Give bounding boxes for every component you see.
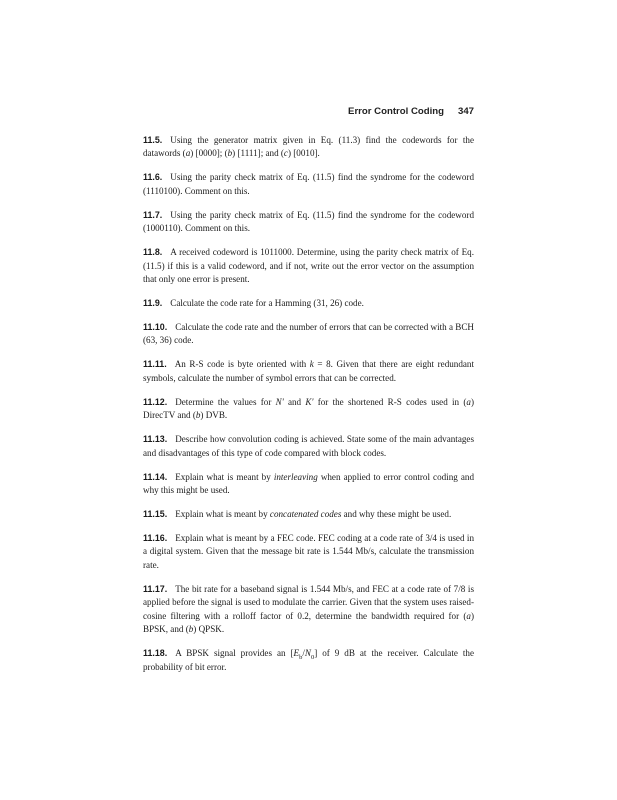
problem-number: 11.15. [143,509,168,520]
problem-11-14 [143,471,474,498]
problem-11-13 [143,433,474,460]
problem-text: A BPSK signal provides an $[E_b/N_0]$ of 9 dB at the receiver. Calculate the probability of bit error. [143,648,474,672]
problem-11-16 [143,532,474,572]
problem-number: 11.13. [143,434,168,445]
problem-number: 11.17. [143,583,168,594]
problem-number: 11.7. [143,209,163,220]
problem-text: Explain what is meant by concatenated codes and why these might be used. [175,509,452,520]
problem-11-11 [143,358,474,385]
problem-number: 11.12. [143,396,168,407]
problem-number: 11.16. [143,533,168,544]
problem-text: Explain what is meant by a FEC code. FEC coding at a code rate of 3/4 is used in a digital system. Given that the message bit rate is 1.544 Mb/s, calculate the transmission rate. [143,533,474,570]
problem-number: 11.11. [143,359,167,370]
problem-number: 11.10. [143,322,168,333]
problem-11-17 [143,583,474,637]
problem-11-18 [143,647,474,674]
problem-list [143,134,474,685]
problem-11-8 [143,246,474,286]
problem-text: An R-S code is byte oriented with k = 8. Given that there are eight redundant symbols, calculate the number of symbol errors that can be corrected. [143,359,474,383]
problem-11-10 [143,321,474,348]
running-head [348,106,474,117]
problem-11-6 [143,171,474,198]
problem-number: 11.5. [143,135,163,145]
problem-number: 11.6. [143,172,163,183]
problem-text: Using the parity check matrix of Eq. (11.5) find the syndrome for the codeword (1110100). Comment on this. [143,172,474,196]
problem-text: Explain what is meant by interleaving when applied to error control coding and why this might be used. [143,471,474,496]
problem-11-15 [143,508,474,521]
problem-11-9 [143,297,474,310]
problem-number: 11.14. [143,471,168,482]
problem-text: Calculate the code rate for a Hamming (31, 26) code. [170,298,364,309]
problem-text: Using the generator matrix given in Eq. (11.3) find the codewords for the datawords (a) [0000]; (b) [1111]; and (c) [0010]. [143,135,474,159]
problem-text: The bit rate for a baseband signal is 1.544 Mb/s, and FEC at a code rate of 7/8 is applied before the signal is used to modulate the carrier. Given that the system uses raised-cosine filtering with a rolloff factor of 0.2, determine the bandwidth required for (a) BPSK, and (b) QPSK. [143,583,474,635]
page-number: 347 [457,106,474,117]
problem-text: Determine the values for N' and K' for the shortened R-S codes used in (a) DirecTV and (b) DVB. [143,396,474,421]
problem-number: 11.9. [143,298,163,309]
problem-number: 11.18. [143,648,168,659]
problem-11-7 [143,209,474,236]
problem-text: Describe how convolution coding is achieved. State some of the main advantages and disadvantages of this type of code compared with block codes. [143,434,474,458]
problem-number: 11.8. [143,247,163,258]
problem-text: Using the parity check matrix of Eq. (11.5) find the syndrome for the codeword (1000110). Comment on this. [143,209,474,234]
problem-11-5 [143,134,474,161]
problem-11-12 [143,396,474,423]
problem-text: A received codeword is 1011000. Determine, using the parity check matrix of Eq. (11.5) if this is a valid codeword, and if not, write out the error vector on the assumption that only one error is present. [143,247,474,285]
problem-text: Calculate the code rate and the number of errors that can be corrected with a BCH (63, 36) code. [143,322,474,346]
section-title: Error Control Coding [348,106,444,117]
